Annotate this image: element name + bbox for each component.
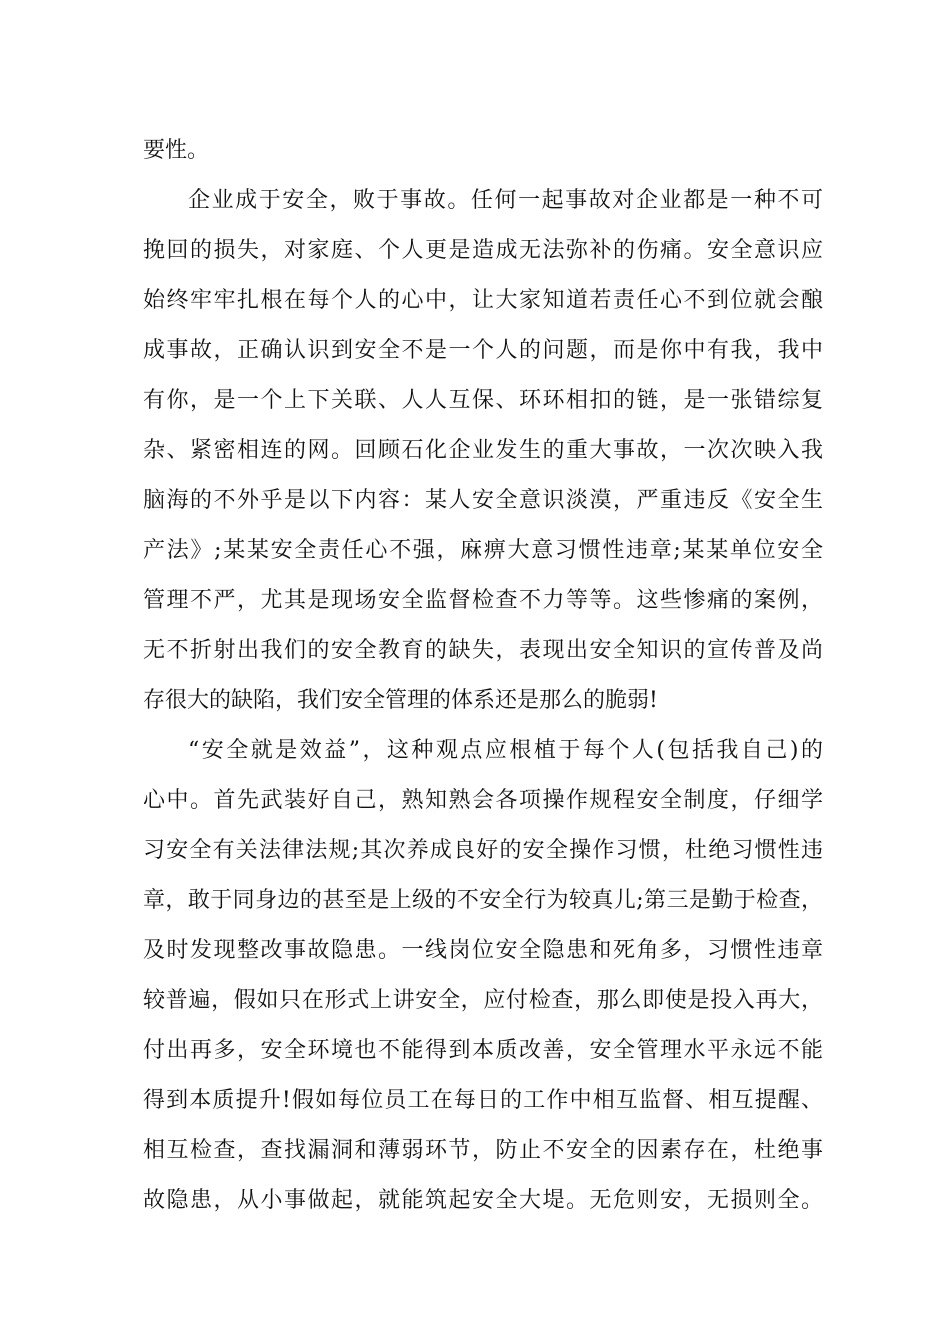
text-line: 企业成于安全，败于事故。任何一起事故对企业都是一种不可 bbox=[188, 188, 823, 213]
text-line: 成事故，正确认识到安全不是一个人的问题，而是你中有我，我中 bbox=[143, 338, 823, 363]
text-line: 章，敢于同身边的甚至是上级的不安全行为较真儿;第三是勤于检查， bbox=[143, 888, 823, 913]
text-line: 及时发现整改事故隐患。一线岗位安全隐患和死角多，习惯性违章 bbox=[143, 938, 823, 963]
text-line: 故隐患，从小事做起，就能筑起安全大堤。无危则安，无损则全。 bbox=[143, 1188, 823, 1213]
text-line: 杂、紧密相连的网。回顾石化企业发生的重大事故，一次次映入我 bbox=[143, 438, 823, 463]
text-line: 较普遍，假如只在形式上讲安全，应付检查，那么即使是投入再大， bbox=[143, 988, 823, 1013]
text-line: 得到本质提升!假如每位员工在每日的工作中相互监督、相互提醒、 bbox=[143, 1088, 823, 1113]
text-line: 脑海的不外乎是以下内容：某人安全意识淡漠，严重违反《安全生 bbox=[143, 488, 823, 513]
text-line: 要性。 bbox=[143, 138, 210, 163]
text-line: “安全就是效益”，这种观点应根植于每个人(包括我自己)的 bbox=[188, 738, 823, 763]
text-line: 有你，是一个上下关联、人人互保、环环相扣的链，是一张错综复 bbox=[143, 388, 823, 413]
text-line: 产法》;某某安全责任心不强，麻痹大意习惯性违章;某某单位安全 bbox=[143, 538, 823, 563]
text-line: 存很大的缺陷，我们安全管理的体系还是那么的脆弱! bbox=[143, 688, 658, 713]
text-line: 相互检查，查找漏洞和薄弱环节，防止不安全的因素存在，杜绝事 bbox=[143, 1138, 823, 1163]
text-line: 习安全有关法律法规;其次养成良好的安全操作习惯，杜绝习惯性违 bbox=[143, 838, 823, 863]
text-line: 无不折射出我们的安全教育的缺失，表现出安全知识的宣传普及尚 bbox=[143, 638, 823, 663]
text-line: 管理不严，尤其是现场安全监督检查不力等等。这些惨痛的案例， bbox=[143, 588, 823, 613]
text-line: 付出再多，安全环境也不能得到本质改善，安全管理水平永远不能 bbox=[143, 1038, 823, 1063]
text-line: 始终牢牢扎根在每个人的心中，让大家知道若责任心不到位就会酿 bbox=[143, 288, 823, 313]
text-line: 挽回的损失，对家庭、个人更是造成无法弥补的伤痛。安全意识应 bbox=[143, 238, 823, 263]
text-line: 心中。首先武装好自己，熟知熟会各项操作规程安全制度，仔细学 bbox=[143, 788, 823, 813]
